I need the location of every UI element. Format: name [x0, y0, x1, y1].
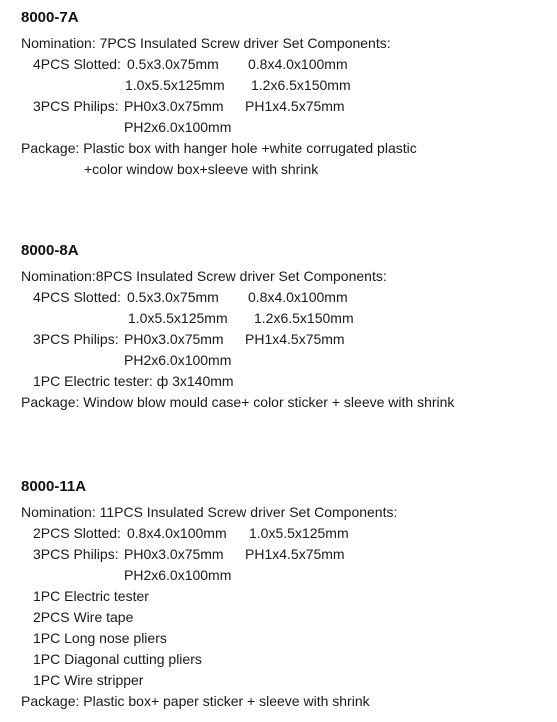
- slotted-spec: 1.2x6.5x150mm: [251, 77, 351, 93]
- nomination-text: Nomination: 11PCS Insulated Screw driver Set Components:: [21, 504, 398, 520]
- wire-tape-text: 2PCS Wire tape: [33, 609, 134, 625]
- philips-spec: PH2x6.0x100mm: [124, 352, 232, 368]
- philips-spec: PH0x3.0x75mm: [124, 331, 224, 347]
- slotted-spec: 1.0x5.5x125mm: [128, 310, 228, 326]
- slotted-spec: 0.8x4.0x100mm: [248, 289, 348, 305]
- long-nose-pliers-text: 1PC Long nose pliers: [33, 630, 167, 646]
- philips-spec: PH2x6.0x100mm: [124, 567, 232, 583]
- philips-label: 3PCS Philips:: [33, 331, 119, 347]
- philips-spec: PH1x4.5x75mm: [245, 546, 345, 562]
- philips-spec: PH1x4.5x75mm: [245, 98, 345, 114]
- package-text: Package: Window blow mould case+ color sticker + sleeve with shrink: [21, 394, 455, 410]
- slotted-spec: 0.8x4.0x100mm: [248, 56, 348, 72]
- philips-label: 3PCS Philips:: [33, 546, 119, 562]
- wire-stripper-text: 1PC Wire stripper: [33, 672, 144, 688]
- slotted-label: 4PCS Slotted:: [33, 289, 121, 305]
- diagonal-pliers-text: 1PC Diagonal cutting pliers: [33, 651, 202, 667]
- philips-label: 3PCS Philips:: [33, 98, 119, 114]
- philips-spec: PH0x3.0x75mm: [124, 98, 224, 114]
- section-title: 8000-11A: [21, 478, 87, 495]
- slotted-label: 2PCS Slotted:: [33, 525, 121, 541]
- slotted-spec: 1.0x5.5x125mm: [125, 77, 225, 93]
- slotted-spec: 1.2x6.5x150mm: [254, 310, 354, 326]
- package-text: +color window box+sleeve with shrink: [84, 161, 319, 177]
- section-title: 8000-7A: [21, 9, 79, 26]
- slotted-spec: 0.8x4.0x100mm: [127, 525, 227, 541]
- slotted-spec: 0.5x3.0x75mm: [127, 289, 219, 305]
- electric-tester-text: 1PC Electric tester: [33, 588, 149, 604]
- nomination-text: Nomination:8PCS Insulated Screw driver Set Components:: [21, 268, 387, 284]
- philips-spec: PH2x6.0x100mm: [124, 119, 232, 135]
- electric-tester-text: 1PC Electric tester: ф 3x140mm: [33, 373, 234, 389]
- slotted-spec: 1.0x5.5x125mm: [249, 525, 349, 541]
- slotted-spec: 0.5x3.0x75mm: [127, 56, 219, 72]
- nomination-text: Nomination: 7PCS Insulated Screw driver Set Components:: [21, 35, 391, 51]
- slotted-label: 4PCS Slotted:: [33, 56, 121, 72]
- philips-spec: PH0x3.0x75mm: [124, 546, 224, 562]
- package-text: Package: Plastic box with hanger hole +white corrugated plastic: [21, 140, 417, 156]
- section-title: 8000-8A: [21, 242, 79, 259]
- package-text: Package: Plastic box+ paper sticker + sleeve with shrink: [21, 693, 370, 709]
- philips-spec: PH1x4.5x75mm: [245, 331, 345, 347]
